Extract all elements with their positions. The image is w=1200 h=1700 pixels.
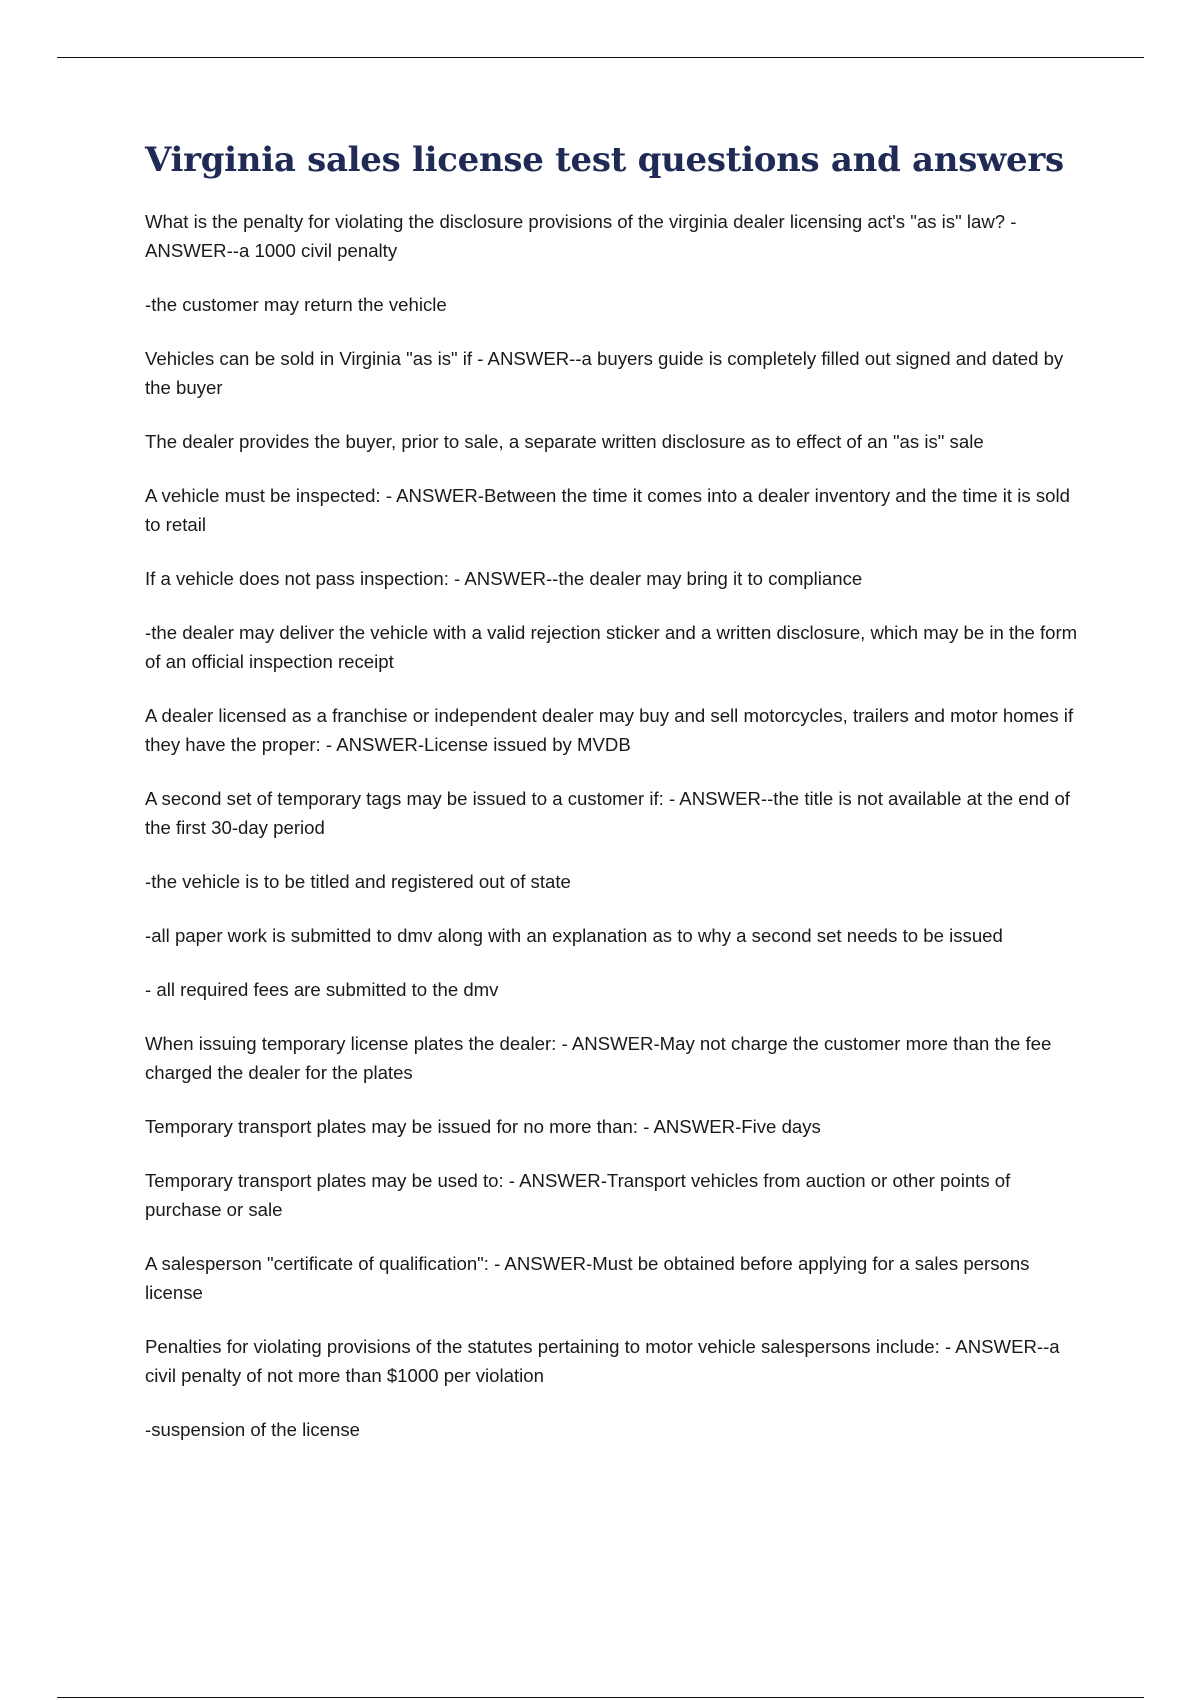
paragraph: -the dealer may deliver the vehicle with a valid rejection sticker and a written disclosure, which may be in the form of an official inspection receipt: [145, 621, 1078, 672]
document-title: Virginia sales license test questions and answers: [145, 140, 1064, 180]
paragraph: When issuing temporary license plates the dealer: - ANSWER-May not charge the customer more than the fee charged the dealer for the plates: [145, 1032, 1052, 1083]
paragraph: A salesperson "certificate of qualification": - ANSWER-Must be obtained before applying for a sales persons license: [145, 1252, 1030, 1303]
paragraph: - all required fees are submitted to the dmv: [145, 978, 499, 1000]
paragraph: What is the penalty for violating the disclosure provisions of the virginia dealer licensing act's "as is" law? - ANSWER--a 1000 civil penalty: [145, 210, 1017, 261]
qa-list: [145, 207, 1090, 1444]
paragraph: -suspension of the license: [145, 1418, 360, 1440]
paragraph: A dealer licensed as a franchise or independent dealer may buy and sell motorcycles, trailers and motor homes if they have the proper: - ANSWER-License issued by MVDB: [145, 704, 1074, 755]
paragraph: A vehicle must be inspected: - ANSWER-Between the time it comes into a dealer inventory and the time it is sold to retail: [145, 484, 1070, 535]
paragraph: -the vehicle is to be titled and registered out of state: [145, 870, 571, 892]
document-body: [145, 140, 1090, 1469]
paragraph: If a vehicle does not pass inspection: - ANSWER--the dealer may bring it to compliance: [145, 567, 863, 589]
paragraph: Penalties for violating provisions of the statutes pertaining to motor vehicle salespersons include: - ANSWER--a civil penalty of not more than $1000 per violation: [145, 1335, 1060, 1386]
paragraph: Temporary transport plates may be used to: - ANSWER-Transport vehicles from auction or other points of purchase or sale: [145, 1169, 1011, 1220]
header-rule: [57, 57, 1144, 58]
paragraph: A second set of temporary tags may be issued to a customer if: - ANSWER--the title is not available at the end of the first 30-day period: [145, 787, 1070, 838]
paragraph: Temporary transport plates may be issued for no more than: - ANSWER-Five days: [145, 1115, 821, 1137]
footer-rule: [57, 1697, 1144, 1698]
paragraph: -the customer may return the vehicle: [145, 293, 447, 315]
paragraph: Vehicles can be sold in Virginia "as is" if - ANSWER--a buyers guide is completely filled out signed and dated by the buyer: [145, 347, 1064, 398]
paragraph: -all paper work is submitted to dmv along with an explanation as to why a second set needs to be issued: [145, 924, 1003, 946]
paragraph: The dealer provides the buyer, prior to sale, a separate written disclosure as to effect of an "as is" sale: [145, 430, 984, 452]
